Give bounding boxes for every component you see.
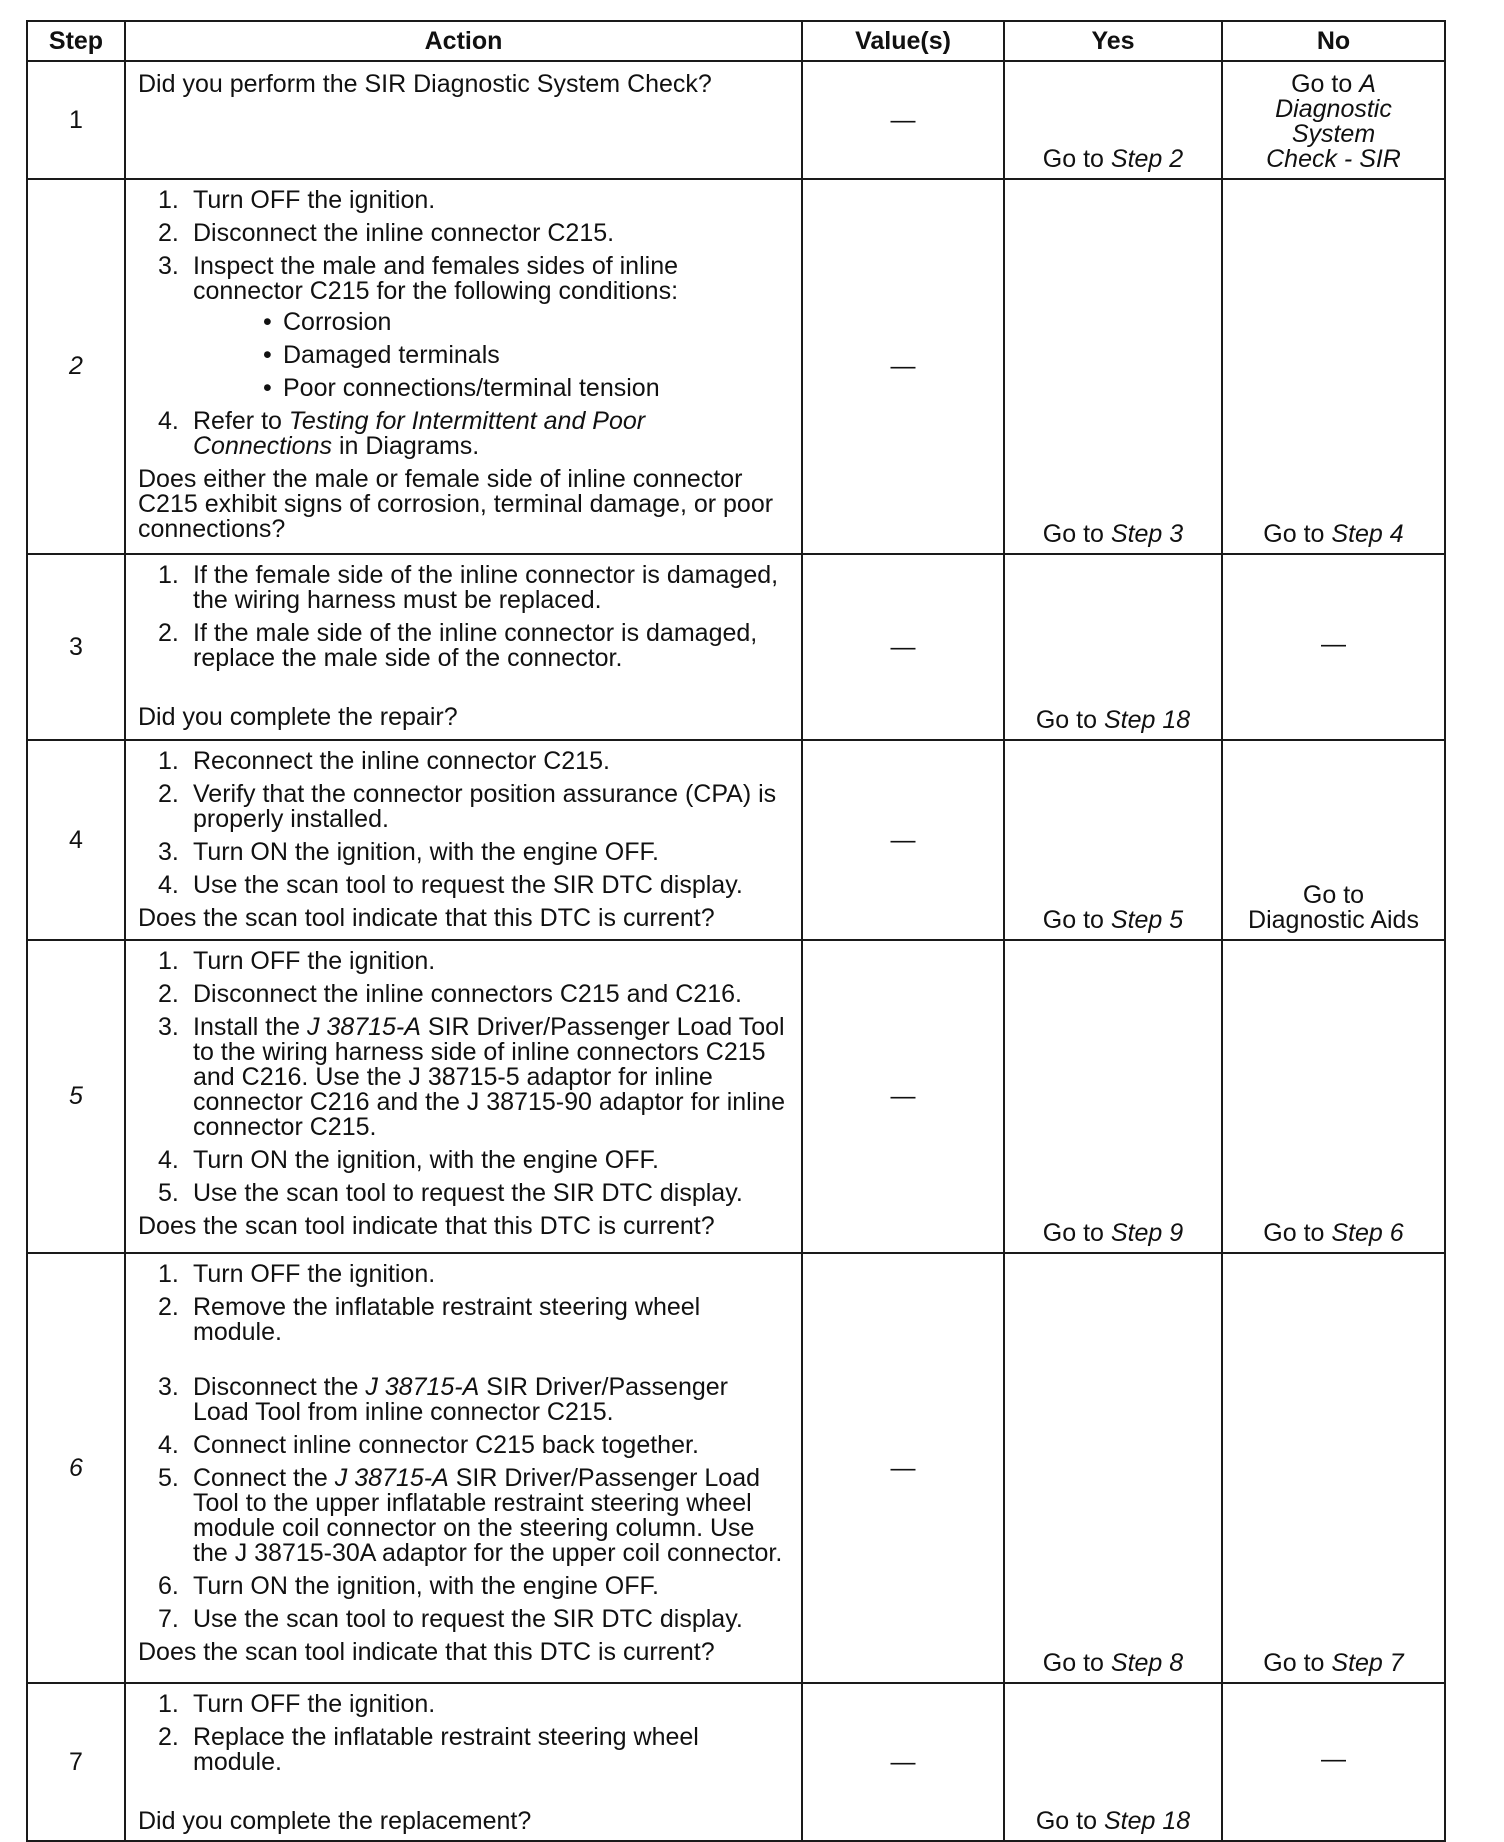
no-cell: Go to A Diagnostic System Check - SIR bbox=[1222, 61, 1445, 179]
step-number: 7 bbox=[27, 1683, 125, 1841]
action-item: 4. Use the scan tool to request the SIR DTC display. bbox=[158, 871, 743, 899]
step-number: 2 bbox=[27, 179, 125, 554]
yes-cell: Go to Step 9 bbox=[1004, 940, 1222, 1253]
action-item: 2. Disconnect the inline connector C215. bbox=[158, 219, 615, 247]
yes-cell: Go to Step 18 bbox=[1004, 1683, 1222, 1841]
action-item: 1. Turn OFF the ignition. bbox=[158, 1690, 436, 1718]
step-row-2 bbox=[27, 179, 1445, 554]
yes-cell: Go to Step 8 bbox=[1004, 1253, 1222, 1683]
header-yes: Yes bbox=[1004, 21, 1222, 61]
action-cell bbox=[125, 1683, 802, 1841]
value-cell: — bbox=[802, 940, 1004, 1253]
action-item: 5. Use the scan tool to request the SIR DTC display. bbox=[158, 1179, 743, 1207]
yes-cell: Go to Step 2 bbox=[1004, 61, 1222, 179]
action-item: 4. Turn ON the ignition, with the engine OFF. bbox=[158, 1146, 659, 1174]
no-cell: Go to Step 7 bbox=[1222, 1253, 1445, 1683]
value-cell: — bbox=[802, 740, 1004, 940]
action-cell bbox=[125, 740, 802, 940]
action-item: 3. Disconnect the J 38715-A SIR Driver/Passenger Load Tool from inline connector C215. bbox=[158, 1373, 728, 1426]
action-item: 1. Reconnect the inline connector C215. bbox=[158, 747, 610, 775]
condition-bullet: • Damaged terminals bbox=[193, 343, 787, 368]
action-question: Does the scan tool indicate that this DTC is current? bbox=[138, 904, 715, 932]
action-cell bbox=[125, 940, 802, 1253]
step-row-1 bbox=[27, 61, 1445, 179]
diagnostic-table bbox=[26, 20, 1446, 1842]
action-item: 3. Turn ON the ignition, with the engine OFF. bbox=[158, 838, 659, 866]
action-item: 7. Use the scan tool to request the SIR DTC display. bbox=[158, 1605, 743, 1633]
condition-bullet: • Corrosion bbox=[193, 310, 787, 335]
action-item: 2. Verify that the connector position assurance (CPA) is properly installed. bbox=[158, 780, 777, 833]
action-cell bbox=[125, 1253, 802, 1683]
step-row-7 bbox=[27, 1683, 1445, 1841]
header-step: Step bbox=[27, 21, 125, 61]
action-item: 2. If the male side of the inline connector is damaged, replace the male side of the connector. bbox=[158, 619, 758, 672]
header-values: Value(s) bbox=[802, 21, 1004, 61]
action-question: Did you perform the SIR Diagnostic System Check? bbox=[138, 70, 712, 98]
header-action: Action bbox=[125, 21, 802, 61]
step-row-6 bbox=[27, 1253, 1445, 1683]
step-row-3 bbox=[27, 554, 1445, 740]
condition-bullet: • Poor connections/terminal tension bbox=[193, 376, 787, 401]
action-item: 3. Inspect the male and females sides of inline connector C215 for the following conditions: • Corrosion • Damaged terminals • Poor connections/terminal tension bbox=[138, 254, 787, 401]
action-item: 4. Connect inline connector C215 back together. bbox=[158, 1431, 699, 1459]
value-cell: — bbox=[802, 554, 1004, 740]
action-question: Did you complete the replacement? bbox=[138, 1807, 532, 1835]
action-item: 4. Refer to Testing for Intermittent and Poor Connections in Diagrams. bbox=[158, 407, 646, 460]
action-cell bbox=[125, 554, 802, 740]
no-cell: Go to Step 4 bbox=[1222, 179, 1445, 554]
header-no: No bbox=[1222, 21, 1445, 61]
no-cell: — bbox=[1222, 554, 1445, 740]
value-cell: — bbox=[802, 1683, 1004, 1841]
no-cell: — bbox=[1222, 1683, 1445, 1841]
action-cell bbox=[125, 179, 802, 554]
step-number: 1 bbox=[27, 61, 125, 179]
value-cell: — bbox=[802, 61, 1004, 179]
action-question: Does the scan tool indicate that this DTC is current? bbox=[138, 1638, 715, 1666]
action-question: Did you complete the repair? bbox=[138, 703, 458, 731]
action-item: 1. Turn OFF the ignition. bbox=[158, 1260, 436, 1288]
header-row bbox=[27, 21, 1445, 61]
yes-cell: Go to Step 3 bbox=[1004, 179, 1222, 554]
action-item: 5. Connect the J 38715-A SIR Driver/Passenger Load Tool to the upper inflatable restraint steering wheel module coil connector on the steering column. Use the J 38715-30A adaptor for the upper coil connector. bbox=[158, 1464, 783, 1567]
action-question: Does either the male or female side of inline connector C215 exhibit signs of corrosion, terminal damage, or poor connections? bbox=[138, 465, 774, 543]
action-item: 1. If the female side of the inline connector is damaged, the wiring harness must be replaced. bbox=[158, 561, 779, 614]
action-item: 3. Install the J 38715-A SIR Driver/Passenger Load Tool to the wiring harness side of inline connectors C215 and C216. Use the J 38715-5 adaptor for inline connector C216 and the J 38715-90 adaptor for inline connector C215. bbox=[158, 1013, 786, 1141]
step-number: 6 bbox=[27, 1253, 125, 1683]
action-item: 1. Turn OFF the ignition. bbox=[158, 186, 436, 214]
yes-cell: Go to Step 5 bbox=[1004, 740, 1222, 940]
action-item: 6. Turn ON the ignition, with the engine OFF. bbox=[158, 1572, 659, 1600]
step-row-4 bbox=[27, 740, 1445, 940]
action-item: 1. Turn OFF the ignition. bbox=[158, 947, 436, 975]
step-number: 3 bbox=[27, 554, 125, 740]
no-cell: Go to Step 6 bbox=[1222, 940, 1445, 1253]
step-row-5 bbox=[27, 940, 1445, 1253]
action-cell bbox=[125, 61, 802, 179]
action-item: 2. Replace the inflatable restraint steering wheel module. bbox=[158, 1723, 699, 1776]
no-cell: Go to Diagnostic Aids bbox=[1222, 740, 1445, 940]
step-number: 4 bbox=[27, 740, 125, 940]
yes-cell: Go to Step 18 bbox=[1004, 554, 1222, 740]
value-cell: — bbox=[802, 179, 1004, 554]
action-item: 2. Remove the inflatable restraint steering wheel module. bbox=[158, 1293, 701, 1346]
value-cell: — bbox=[802, 1253, 1004, 1683]
action-item: 2. Disconnect the inline connectors C215 and C216. bbox=[158, 980, 742, 1008]
action-question: Does the scan tool indicate that this DTC is current? bbox=[138, 1212, 715, 1240]
step-number: 5 bbox=[27, 940, 125, 1253]
